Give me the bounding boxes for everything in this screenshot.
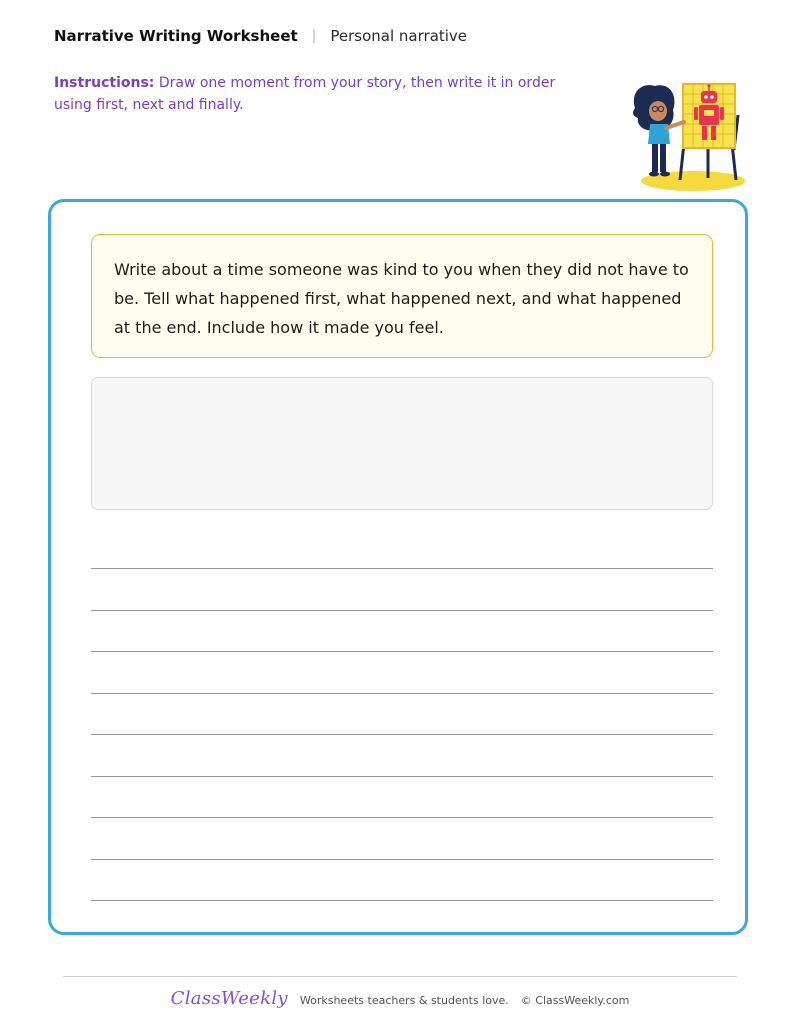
instructions-label: Instructions: <box>54 75 155 91</box>
footer-copyright: © ClassWeekly.com <box>520 994 630 1007</box>
worksheet-header <box>54 25 467 47</box>
girl-presenting-robot-drawing-icon <box>628 80 748 195</box>
writing-line[interactable] <box>91 776 713 777</box>
writing-line[interactable] <box>91 734 713 735</box>
writing-prompt: Write about a time someone was kind to you when they did not have to be. Tell what happened first, what happened next, and what happened at the end. Include how it made you feel. <box>91 234 713 358</box>
writing-line[interactable] <box>91 900 713 901</box>
header-separator: | <box>311 28 317 44</box>
instructions-text: Draw one moment from your story, then write it in order using first, next and finally. <box>54 75 556 113</box>
writing-line[interactable] <box>91 817 713 818</box>
writing-line[interactable] <box>91 568 713 569</box>
worksheet-title: Narrative Writing Worksheet <box>54 27 298 45</box>
writing-line[interactable] <box>91 859 713 860</box>
writing-line[interactable] <box>91 651 713 652</box>
footer-divider <box>63 976 737 977</box>
writing-line[interactable] <box>91 693 713 694</box>
instructions <box>54 72 584 116</box>
worksheet-subtitle: Personal narrative <box>330 27 468 45</box>
writing-lines[interactable] <box>91 568 713 942</box>
drawing-area[interactable] <box>91 377 713 510</box>
footer <box>0 988 800 1009</box>
writing-line[interactable] <box>91 610 713 611</box>
worksheet-card <box>48 199 748 935</box>
footer-tagline: Worksheets teachers & students love. <box>299 994 509 1007</box>
brand-logo: ClassWeekly <box>170 988 288 1009</box>
